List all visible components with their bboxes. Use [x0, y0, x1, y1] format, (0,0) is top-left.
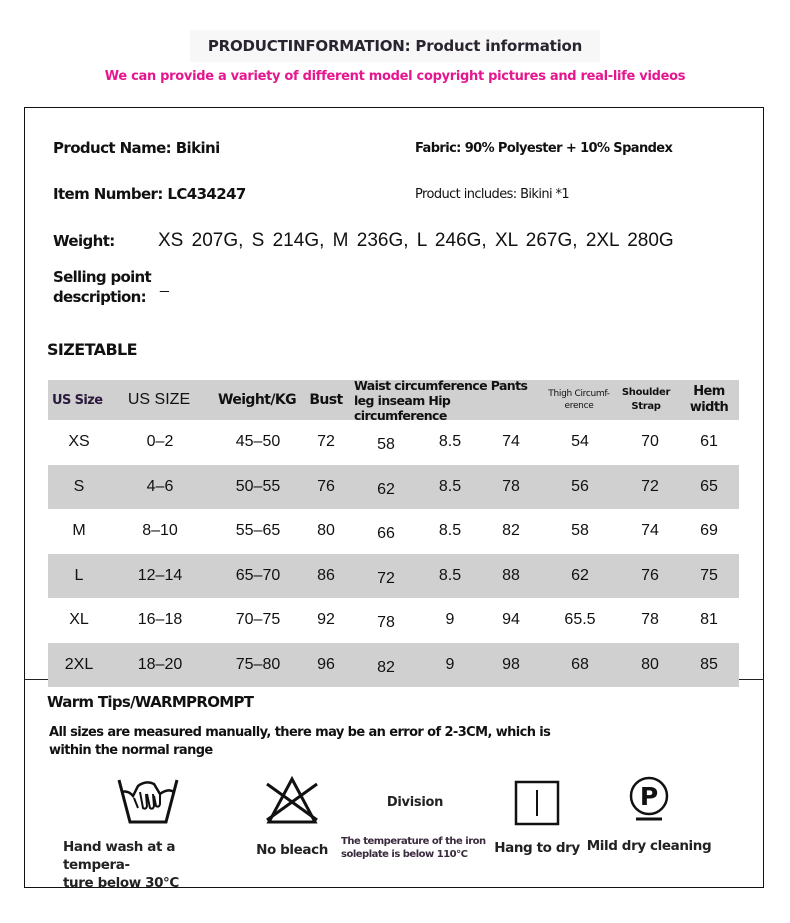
cell-waist: 82: [377, 658, 395, 676]
table-row: [48, 465, 739, 510]
header-waist-inseam-hip: Waist circumference Pants leg inseam Hip circumference: [354, 377, 528, 423]
cell-thigh: 62: [571, 566, 589, 584]
selling-point-label-line-1: Selling point: [53, 268, 151, 286]
care-no-bleach-label: No bleach: [256, 842, 328, 858]
header-hem-line-1: Hem: [693, 384, 725, 399]
selling-point-label: [53, 267, 151, 307]
warm-tips-title: Warm Tips/WARMPROMPT: [47, 693, 254, 711]
cell-shoulder: 80: [641, 655, 659, 673]
header-thigh-line-2: erence: [564, 401, 594, 411]
cell-weight: 65–70: [235, 566, 281, 584]
cell-hip: 94: [502, 611, 520, 629]
cell-inseam: 8.5: [438, 522, 462, 540]
cell-hem: 69: [700, 522, 718, 540]
cell-thigh: 68: [571, 655, 589, 673]
cell-thigh: 58: [571, 522, 589, 540]
header-hem-line-2: width: [689, 400, 729, 415]
cell-inseam: 9: [445, 611, 455, 629]
cell-inseam: 9: [445, 655, 455, 673]
cell-waist: 78: [377, 614, 395, 632]
cell-shoulder: 74: [641, 522, 659, 540]
table-row: [48, 420, 739, 465]
hand-wash-icon: [116, 776, 180, 826]
cell-thigh: 56: [571, 477, 589, 495]
cell-us: 18–20: [137, 655, 183, 673]
cell-size: L: [74, 566, 84, 584]
care-dry-clean: [586, 776, 712, 854]
hang-dry-icon: [514, 780, 560, 826]
cell-hem: 85: [700, 655, 718, 673]
header-weight: Weight/KG: [218, 392, 296, 408]
care-no-bleach: [250, 776, 334, 858]
cell-hip: 98: [502, 655, 520, 673]
no-bleach-icon: [265, 776, 319, 826]
care-iron-heading: Division: [386, 795, 444, 810]
cell-bust: 86: [317, 566, 335, 584]
cell-size: M: [72, 522, 86, 540]
care-iron: [338, 795, 492, 861]
cell-shoulder: 76: [641, 566, 659, 584]
cell-hip: 82: [502, 522, 520, 540]
product-name: Product Name: Bikini: [53, 139, 220, 157]
weight-label: Weight:: [53, 232, 115, 250]
header-hem-width: [682, 380, 736, 420]
table-row: [48, 554, 739, 599]
cell-hip: 74: [502, 433, 520, 451]
cell-us: 12–14: [137, 566, 183, 584]
table-row: [48, 643, 739, 688]
page-title: PRODUCTINFORMATION: Product information: [190, 30, 600, 62]
cell-weight: 70–75: [235, 611, 281, 629]
cell-size: S: [73, 477, 85, 495]
header-shoulder-strap: [620, 380, 672, 420]
header-us-size: US Size: [52, 392, 103, 408]
cell-waist: 62: [377, 480, 395, 498]
cell-bust: 76: [317, 477, 335, 495]
size-table-body: [48, 420, 739, 687]
care-hand-wash-label-1: Hand wash at a tempera-: [63, 839, 176, 873]
table-row: [48, 509, 739, 554]
cell-inseam: 8.5: [438, 433, 462, 451]
cell-waist: 66: [377, 525, 395, 543]
size-table-title: SIZETABLE: [47, 340, 137, 359]
warm-tips-text: All sizes are measured manually, there may be an error of 2-3CM, which is within the normal range: [49, 725, 551, 758]
care-hand-wash-label-2: ture below 30°C: [63, 875, 179, 891]
cell-weight: 45–50: [235, 433, 281, 451]
cell-waist: 72: [377, 569, 395, 587]
size-table-header: [48, 377, 739, 423]
care-iron-label-2: soleplate is below 110°C: [341, 849, 468, 860]
cell-us: 4–6: [146, 477, 174, 495]
size-table: [48, 377, 739, 687]
care-hand-wash: [58, 776, 238, 892]
table-row: [48, 598, 739, 643]
cell-us: 8–10: [142, 522, 178, 540]
care-hang-dry-label: Hang to dry: [494, 840, 580, 856]
cell-hem: 75: [700, 566, 718, 584]
cell-weight: 50–55: [235, 477, 281, 495]
page-subtitle: We can provide a variety of different model copyright pictures and real-life videos: [104, 69, 686, 84]
weight-values: XS 207G, S 214G, M 236G, L 246G, XL 267G, 2XL 280G: [158, 230, 674, 251]
cell-thigh: 54: [571, 433, 589, 451]
selling-point-value: _: [160, 276, 169, 293]
header-thigh-line-1: Thigh Circumf-: [548, 389, 610, 399]
cell-bust: 72: [317, 433, 335, 451]
cell-shoulder: 70: [641, 433, 659, 451]
dry-clean-symbol: P: [639, 782, 659, 811]
cell-waist: 58: [377, 436, 395, 454]
cell-weight: 55–65: [235, 522, 281, 540]
cell-bust: 96: [317, 655, 335, 673]
header-bust: Bust: [309, 392, 343, 408]
cell-us: 16–18: [137, 611, 183, 629]
cell-weight: 75–80: [235, 655, 281, 673]
selling-point-label-line-2: description:: [53, 288, 146, 306]
header-thigh: [540, 380, 618, 420]
care-iron-label-1: The temperature of the iron: [341, 836, 486, 847]
header-shoulder-line-1: Shoulder: [621, 387, 671, 398]
care-dry-clean-label: Mild dry cleaning: [586, 838, 712, 854]
cell-inseam: 8.5: [438, 477, 462, 495]
product-includes: Product includes: Bikini *1: [415, 187, 570, 202]
cell-shoulder: 72: [641, 477, 659, 495]
cell-us: 0–2: [146, 433, 174, 451]
cell-size: XS: [68, 433, 90, 451]
cell-hip: 88: [502, 566, 520, 584]
cell-size: 2XL: [64, 655, 94, 673]
product-fabric: Fabric: 90% Polyester + 10% Spandex: [415, 141, 673, 156]
header-shoulder-line-2: Strap: [631, 401, 661, 412]
cell-bust: 92: [317, 611, 335, 629]
cell-hem: 61: [700, 433, 718, 451]
cell-bust: 80: [317, 522, 335, 540]
cell-hem: 81: [700, 611, 718, 629]
item-number: Item Number: LC434247: [53, 185, 246, 203]
cell-hem: 65: [700, 477, 718, 495]
header-us-size-number: US SIZE: [127, 391, 191, 408]
cell-size: XL: [69, 611, 89, 629]
cell-thigh: 65.5: [564, 611, 596, 629]
dry-clean-p-icon: [624, 776, 674, 822]
cell-inseam: 8.5: [438, 566, 462, 584]
care-hang-dry: [492, 780, 582, 856]
cell-hip: 78: [502, 477, 520, 495]
cell-shoulder: 78: [641, 611, 659, 629]
